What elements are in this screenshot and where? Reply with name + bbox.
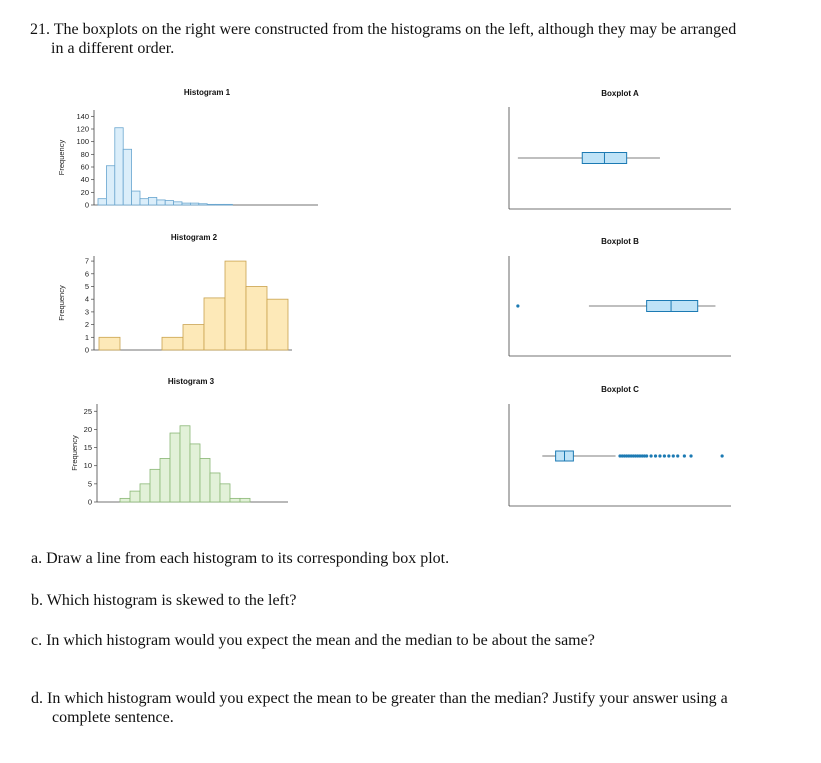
histogram-2-bar <box>183 325 204 350</box>
question-line-1: 21. The boxplots on the right were constructed from the histograms on the left, although they may be arranged <box>30 21 737 38</box>
boxplot-c-outlier <box>645 454 648 457</box>
histogram-1-tick-label: 80 <box>80 149 89 159</box>
histogram-1-y-label: Frequency <box>57 139 66 176</box>
boxplot-b-outlier <box>516 304 519 307</box>
boxplot-c-outlier <box>683 454 686 457</box>
histogram-2-title: Histogram 2 <box>170 233 218 242</box>
boxplot-a-title: Boxplot A <box>601 89 639 98</box>
histogram-1-tick-label: 140 <box>76 111 89 121</box>
question-line-2: in a different order. <box>51 40 175 57</box>
histogram-3-bar <box>240 498 250 502</box>
histogram-3-tick-label: 15 <box>83 443 92 453</box>
boxplot-c-outlier <box>689 454 692 457</box>
histogram-3-tick-label: 20 <box>83 424 92 434</box>
histogram-2-tick-label: 4 <box>84 294 89 304</box>
histogram-2-bar <box>225 261 246 350</box>
histogram-2-tick-label: 0 <box>84 345 89 355</box>
histogram-1-tick-label: 100 <box>76 137 89 147</box>
boxplot-c-outlier <box>658 454 661 457</box>
part-d <box>31 689 801 727</box>
histogram-2-tick-label: 2 <box>84 320 89 330</box>
histogram-2-bar <box>204 298 225 350</box>
part-c: c. In which histogram would you expect the mean and the median to be about the same? <box>31 632 595 649</box>
histogram-1-bar <box>199 204 207 205</box>
histogram-1-tick-label: 60 <box>80 162 89 172</box>
histogram-1-bar <box>157 200 165 205</box>
histogram-1-bar <box>106 166 114 205</box>
boxplot-c-outlier <box>721 454 724 457</box>
histogram-1-bar <box>190 203 198 205</box>
part-d-line-2: complete sentence. <box>52 709 174 726</box>
histogram-1-bar <box>174 202 182 205</box>
boxplot-b-title: Boxplot B <box>601 237 639 246</box>
histogram-3-bar <box>130 491 140 502</box>
histogram-3-bar <box>230 498 240 502</box>
histogram-2-bar <box>162 337 183 350</box>
boxplot-c-outlier <box>663 454 666 457</box>
histogram-3-bar <box>180 426 190 502</box>
histogram-2-tick-label: 5 <box>84 281 89 291</box>
histogram-2-tick-label: 7 <box>84 256 89 266</box>
histogram-1-tick-label: 0 <box>84 200 89 210</box>
histogram-3-tick-label: 25 <box>83 406 92 416</box>
boxplot-c-outlier <box>649 454 652 457</box>
histogram-1-bar <box>224 204 232 205</box>
histogram-1-bar <box>140 199 148 205</box>
histogram-3-tick-label: 0 <box>87 497 92 507</box>
part-b: b. Which histogram is skewed to the left? <box>31 592 297 609</box>
histogram-1-tick-label: 20 <box>80 187 89 197</box>
histogram-1-tick-label: 40 <box>80 175 89 185</box>
histogram-3-bar <box>150 469 160 502</box>
histogram-3-bar <box>140 484 150 502</box>
histogram-1-bar <box>132 191 140 205</box>
histogram-3-bar <box>220 484 230 502</box>
boxplot-b-box <box>647 301 698 312</box>
histogram-3-title: Histogram 3 <box>167 377 215 386</box>
histogram-3-tick-label: 10 <box>83 461 92 471</box>
histogram-2-bar <box>246 286 267 350</box>
histogram-2-bar <box>99 337 120 350</box>
histogram-2-bar <box>267 299 288 350</box>
histogram-1-bar <box>182 203 190 205</box>
histogram-2-tick-label: 3 <box>84 307 89 317</box>
histogram-3-bar <box>170 433 180 502</box>
histogram-1-tick-label: 120 <box>76 124 89 134</box>
histogram-1-bar <box>216 204 224 205</box>
boxplot-c-outlier <box>667 454 670 457</box>
boxplot-c-title: Boxplot C <box>601 385 639 394</box>
histogram-1-bar <box>98 199 106 205</box>
boxplot-c-outlier <box>676 454 679 457</box>
histogram-1-bar <box>148 197 156 205</box>
histogram-3-y-label: Frequency <box>70 435 79 471</box>
histogram-3-bar <box>210 473 220 502</box>
histogram-2-y-label: Frequency <box>57 285 66 321</box>
histogram-3-bar <box>200 458 210 502</box>
histogram-1-bar <box>115 128 123 205</box>
histogram-2-tick-label: 1 <box>84 332 89 342</box>
histogram-1-bar <box>165 201 173 205</box>
histogram-2-tick-label: 6 <box>84 269 89 279</box>
part-a: a. Draw a line from each histogram to its corresponding box plot. <box>31 550 450 567</box>
histogram-3-tick-label: 5 <box>87 479 92 489</box>
histogram-1-title: Histogram 1 <box>183 88 231 97</box>
part-d-line-1: d. In which histogram would you expect the mean to be greater than the median? Justify your answer using a <box>31 690 728 707</box>
boxplot-c-outlier <box>654 454 657 457</box>
histogram-1-bar <box>123 149 131 205</box>
histogram-1-bar <box>207 204 215 205</box>
histogram-3-bar <box>190 444 200 502</box>
boxplot-c-outlier <box>672 454 675 457</box>
histogram-3-bar <box>160 458 170 502</box>
histogram-3-bar <box>120 498 130 502</box>
